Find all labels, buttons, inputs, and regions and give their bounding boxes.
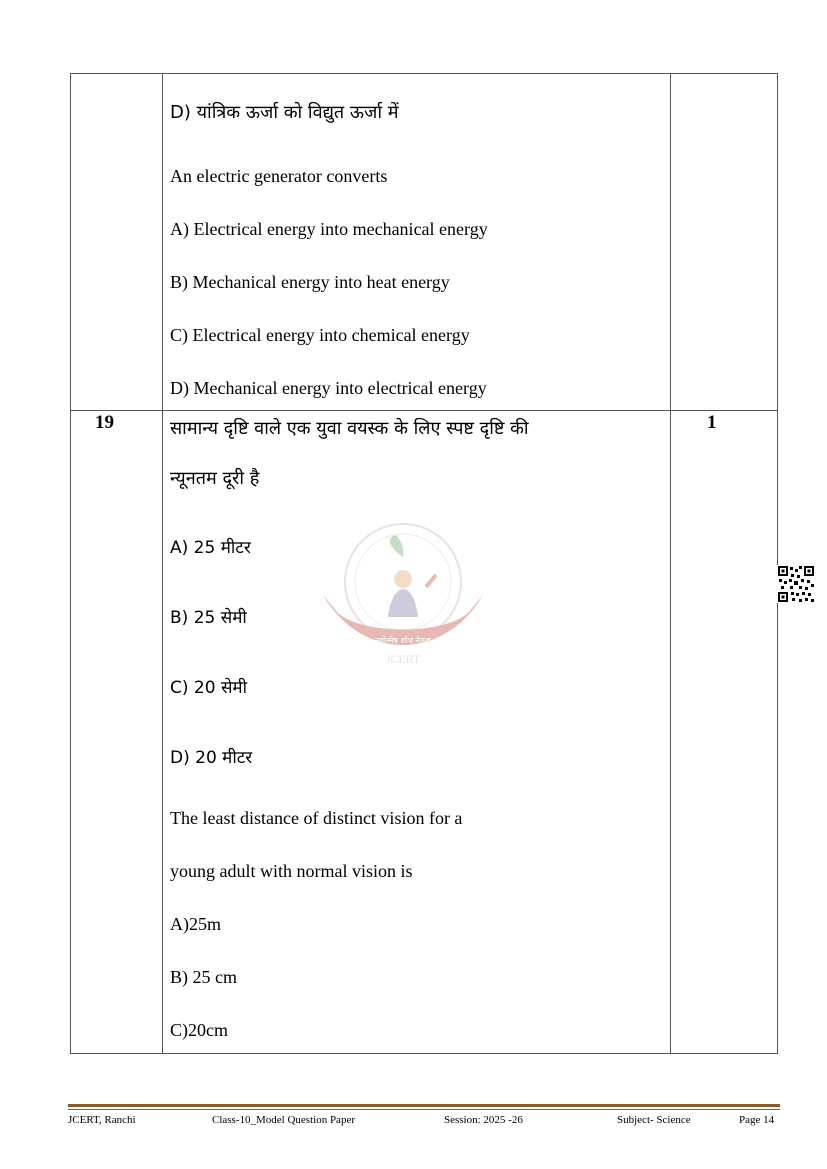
- footer-org: JCERT, Ranchi: [68, 1114, 136, 1126]
- jcert-watermark-logo: [318, 517, 488, 667]
- qr-code-icon[interactable]: [777, 565, 815, 603]
- table-border-right: [777, 73, 778, 1054]
- q19-hindi-option-b: B) 25 सेमी: [170, 608, 247, 628]
- question-marks: 1: [707, 412, 717, 433]
- q18-en-question: An electric generator converts: [170, 166, 388, 186]
- q19-hindi-option-c: C) 20 सेमी: [170, 678, 248, 698]
- row-divider: [70, 410, 778, 411]
- footer-paper: Class-10_Model Question Paper: [212, 1114, 355, 1126]
- q18-en-option-a: A) Electrical energy into mechanical energy: [170, 219, 488, 239]
- footer-session: Session: 2025 -26: [444, 1114, 523, 1126]
- table-divider-qno: [162, 73, 163, 1054]
- table-border-left: [70, 73, 71, 1054]
- footer-rule-thick: [68, 1104, 780, 1107]
- q19-en-question-line1: The least distance of distinct vision for a: [170, 808, 463, 828]
- q19-hindi-question-line2: न्यूनतम दूरी है: [170, 468, 260, 489]
- q19-hindi-option-a: A) 25 मीटर: [170, 538, 251, 558]
- q18-en-option-d: D) Mechanical energy into electrical energy: [170, 378, 487, 398]
- watermark-ribbon-text: नवोन्मेष शोध नेतृत्व: [375, 636, 431, 645]
- q19-en-option-b: B) 25 cm: [170, 967, 237, 987]
- q19-hindi-option-d: D) 20 मीटर: [170, 748, 253, 768]
- table-border-bottom: [70, 1053, 778, 1054]
- q19-en-option-c: C)20cm: [170, 1020, 228, 1040]
- q19-en-question-line2: young adult with normal vision is: [170, 861, 413, 881]
- footer-subject: Subject- Science: [617, 1114, 691, 1126]
- watermark-label: JCERT: [385, 652, 421, 666]
- footer-rule-thin: [68, 1109, 780, 1110]
- table-divider-marks: [670, 73, 671, 1054]
- question-number: 19: [95, 412, 114, 433]
- table-border-top: [70, 73, 778, 74]
- q18-en-option-c: C) Electrical energy into chemical energy: [170, 325, 470, 345]
- footer-page: Page 14: [739, 1114, 775, 1126]
- q18-hindi-option-d: D) यांत्रिक ऊर्जा को विद्युत ऊर्जा में: [170, 102, 399, 123]
- q19-en-option-a: A)25m: [170, 914, 221, 934]
- q18-en-option-b: B) Mechanical energy into heat energy: [170, 272, 450, 292]
- q19-hindi-question-line1: सामान्य दृष्टि वाले एक युवा वयस्क के लिए स्पष्ट दृष्टि की: [170, 418, 529, 439]
